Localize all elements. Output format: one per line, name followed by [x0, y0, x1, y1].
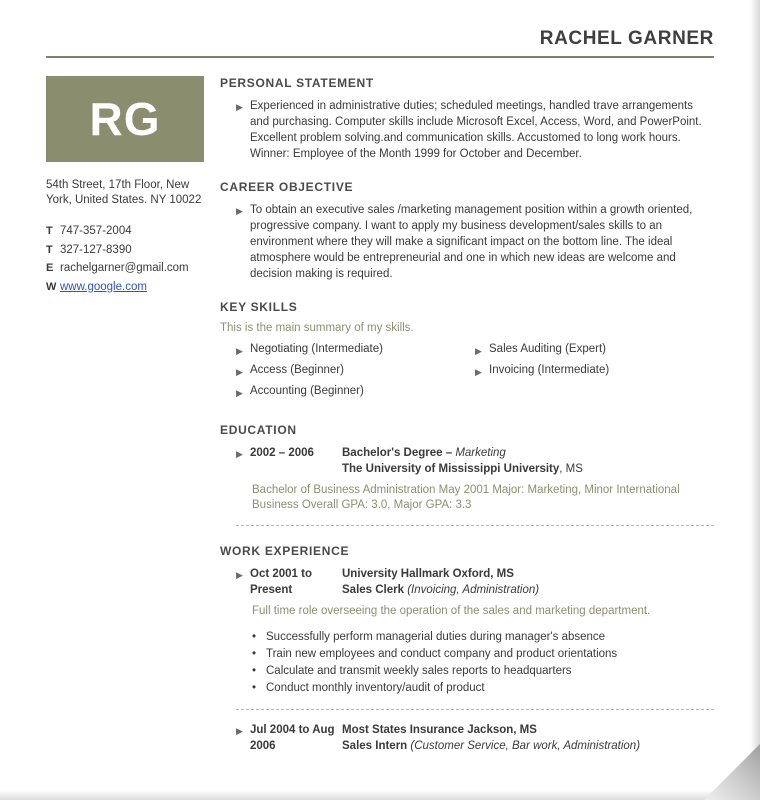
objective-row — [220, 202, 714, 282]
skills-column-left — [236, 342, 475, 405]
address-text: 54th Street, 17th Floor, New York, United States. NY 10022 — [46, 179, 202, 206]
role-detail: (Invoicing, Administration) — [407, 584, 540, 596]
work-details — [342, 722, 714, 754]
arrow-icon: ▶ — [236, 570, 243, 580]
document-header — [46, 28, 714, 58]
section-title: WORK EXPERIENCE — [220, 544, 350, 558]
arrow-icon: ▶ — [475, 346, 482, 356]
page-title: RACHEL GARNER — [539, 28, 714, 49]
page-edge-shadow-right — [750, 0, 760, 800]
work-note: Full time role overseeing the operation of the sales and marketing department. — [252, 605, 651, 617]
contact-sidebar — [46, 76, 218, 772]
education-details — [342, 445, 714, 477]
contact-list — [46, 222, 208, 296]
contact-item-website[interactable] — [46, 278, 208, 297]
contact-key: T — [46, 225, 53, 237]
resume-main — [218, 76, 714, 772]
work-entry — [220, 722, 714, 754]
contact-value: 747-357-2004 — [60, 225, 132, 237]
education-note: Bachelor of Business Administration May 2001 Major: Marketing, Minor International Business Overall GPA: 3.0, Major GPA: 3.3 — [252, 484, 680, 511]
school-name: The University of Mississippi University — [342, 463, 560, 475]
statement-row — [220, 98, 714, 162]
work-entry — [220, 566, 714, 598]
skill-label: Sales Auditing (Expert) — [489, 343, 606, 355]
work-date: Oct 2001 to Present — [250, 568, 312, 596]
education-date: 2002 – 2006 — [250, 447, 314, 459]
arrow-icon: ▶ — [236, 367, 243, 377]
list-item — [475, 342, 714, 359]
skills-column-right — [475, 342, 714, 405]
statement-text: Experienced in administrative duties; scheduled meetings, handled trave arrangements and purchasing. Computer skills include Microsoft Excel, Access, Word, and PowerPoint. Excellent problem solving.and communication skills. Accustomed to long work hours. Winner: Employee of the Month 1999 for October and December. — [250, 100, 702, 160]
education-entry — [220, 445, 714, 477]
section-personal-statement — [220, 76, 714, 162]
list-item: • Successfully perform managerial duties during manager's absence — [252, 629, 714, 646]
list-item — [236, 342, 475, 359]
skill-label: Invoicing (Intermediate) — [489, 364, 610, 376]
contact-key: E — [46, 262, 54, 274]
contact-value: rachelgarner@gmail.com — [60, 262, 189, 274]
employer-name: Most States Insurance Jackson, MS — [342, 724, 537, 736]
section-title: CAREER OBJECTIVE — [220, 180, 354, 194]
contact-item-phone-1 — [46, 222, 208, 241]
degree-field: Marketing — [455, 447, 506, 459]
section-education — [220, 423, 714, 526]
role-detail: (Customer Service, Bar work, Administration) — [410, 740, 641, 752]
list-item — [236, 384, 475, 401]
list-item: • Train new employees and conduct company and product orientations — [252, 646, 714, 663]
arrow-icon: ▶ — [236, 102, 243, 112]
skills-grid — [220, 342, 714, 405]
contact-value: 327-127-8390 — [60, 243, 132, 256]
skills-subtitle: This is the main summary of my skills. — [220, 322, 414, 334]
skill-label: Accounting (Beginner) — [250, 385, 364, 397]
section-key-skills — [220, 300, 714, 405]
role-title: Sales Clerk — [342, 584, 408, 596]
contact-key: W — [46, 280, 57, 293]
arrow-icon: ▶ — [236, 449, 243, 459]
skill-label: Negotiating (Intermediate) — [250, 343, 383, 355]
list-item: • Calculate and transmit weekly sales reports to headquarters — [252, 663, 714, 680]
work-details — [342, 566, 714, 598]
section-title: EDUCATION — [220, 423, 297, 437]
section-work-experience — [220, 544, 714, 754]
section-career-objective — [220, 180, 714, 282]
contact-key: T — [46, 243, 53, 256]
initials-badge — [46, 76, 204, 162]
page-edge-shadow-bottom — [0, 790, 760, 800]
list-item: • Conduct monthly inventory/audit of product — [252, 680, 714, 697]
objective-text: To obtain an executive sales /marketing management position within a growth oriented, progressive company. I want to apply my business development/sales skills to an environment where they will make a significant impact on the bottom line. The ideal atmosphere would be entrepreneurial and one in which new ideas are welcome and decision making is required. — [250, 204, 693, 280]
work-bullets — [252, 629, 714, 697]
contact-item-email — [46, 259, 208, 278]
work-date: Jul 2004 to Aug 2006 — [250, 724, 335, 752]
divider — [236, 709, 714, 710]
arrow-icon: ▶ — [475, 367, 482, 377]
contact-item-phone-2 — [46, 241, 208, 260]
section-title: KEY SKILLS — [220, 300, 298, 314]
divider — [236, 525, 714, 526]
arrow-icon: ▶ — [236, 346, 243, 356]
website-link[interactable]: www.google.com — [60, 280, 147, 293]
school-location: , MS — [559, 463, 583, 475]
employer-name: University Hallmark Oxford, MS — [342, 568, 514, 580]
skill-label: Access (Beginner) — [250, 364, 344, 376]
arrow-icon: ▶ — [236, 206, 243, 216]
list-item — [475, 363, 714, 380]
list-item — [236, 363, 475, 380]
degree-label: Bachelor's Degree – — [342, 447, 456, 459]
role-title: Sales Intern — [342, 740, 411, 752]
arrow-icon: ▶ — [236, 726, 243, 736]
arrow-icon: ▶ — [236, 388, 243, 398]
section-title: PERSONAL STATEMENT — [220, 76, 374, 90]
resume-columns — [46, 76, 714, 772]
initials-text: RG — [89, 93, 161, 145]
